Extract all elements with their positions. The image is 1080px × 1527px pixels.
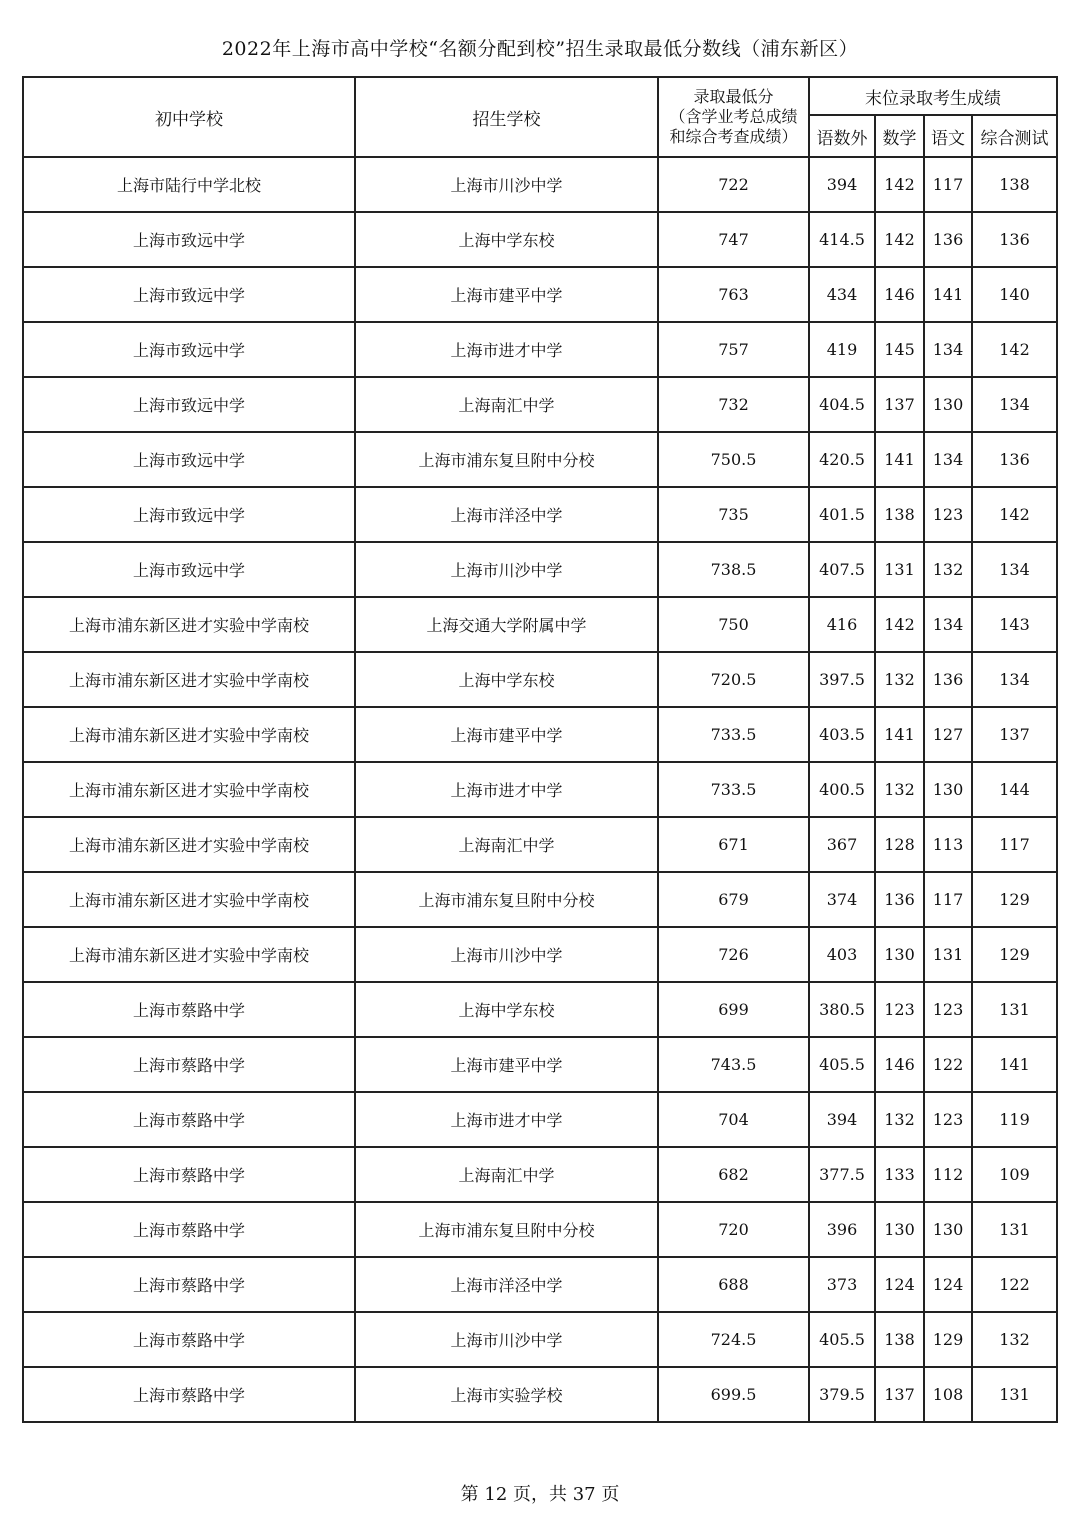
page-title: 2022年上海市高中学校“名额分配到校”招生录取最低分数线（浦东新区） [221, 38, 859, 60]
cell-junior-school: 上海市蔡路中学 [23, 1257, 355, 1312]
cell-comprehensive: 138 [972, 157, 1057, 212]
cell-yushuwai: 394 [809, 1092, 875, 1147]
cell-math: 132 [875, 652, 924, 707]
cell-chinese: 113 [924, 817, 972, 872]
header-enroll-school: 招生学校 [355, 77, 658, 157]
cell-junior-school: 上海市浦东新区进才实验中学南校 [23, 652, 355, 707]
cell-enroll-school: 上海市浦东复旦附中分校 [355, 1202, 658, 1257]
cell-min-score: 763 [658, 267, 809, 322]
table-row [23, 707, 1057, 762]
cell-comprehensive: 141 [972, 1037, 1057, 1092]
cell-enroll-school: 上海中学东校 [355, 982, 658, 1037]
cell-min-score: 738.5 [658, 542, 809, 597]
cell-min-score: 726 [658, 927, 809, 982]
cell-math: 128 [875, 817, 924, 872]
cell-yushuwai: 367 [809, 817, 875, 872]
header-min-score-line1: 录取最低分 [693, 87, 774, 106]
cell-chinese: 134 [924, 322, 972, 377]
table-row [23, 1147, 1057, 1202]
cell-enroll-school: 上海中学东校 [355, 652, 658, 707]
header-math: 数学 [875, 115, 924, 157]
cell-math: 142 [875, 157, 924, 212]
cell-yushuwai: 396 [809, 1202, 875, 1257]
cell-enroll-school: 上海交通大学附属中学 [355, 597, 658, 652]
cell-min-score: 704 [658, 1092, 809, 1147]
table-row [23, 1092, 1057, 1147]
cell-math: 146 [875, 1037, 924, 1092]
cell-comprehensive: 134 [972, 377, 1057, 432]
cell-yushuwai: 404.5 [809, 377, 875, 432]
cell-comprehensive: 134 [972, 542, 1057, 597]
cell-yushuwai: 400.5 [809, 762, 875, 817]
cell-junior-school: 上海市浦东新区进才实验中学南校 [23, 597, 355, 652]
cell-math: 137 [875, 377, 924, 432]
cell-comprehensive: 136 [972, 432, 1057, 487]
table-row [23, 982, 1057, 1037]
cell-min-score: 757 [658, 322, 809, 377]
cell-chinese: 136 [924, 652, 972, 707]
cell-math: 124 [875, 1257, 924, 1312]
cell-comprehensive: 117 [972, 817, 1057, 872]
cell-chinese: 123 [924, 487, 972, 542]
cell-yushuwai: 405.5 [809, 1312, 875, 1367]
table-header [23, 77, 1057, 157]
cell-comprehensive: 131 [972, 982, 1057, 1037]
cell-yushuwai: 380.5 [809, 982, 875, 1037]
cell-comprehensive: 122 [972, 1257, 1057, 1312]
cell-junior-school: 上海市蔡路中学 [23, 1147, 355, 1202]
cell-math: 142 [875, 212, 924, 267]
cell-yushuwai: 416 [809, 597, 875, 652]
cell-junior-school: 上海市致远中学 [23, 377, 355, 432]
cell-comprehensive: 119 [972, 1092, 1057, 1147]
table-row [23, 652, 1057, 707]
cell-min-score: 733.5 [658, 707, 809, 762]
cell-chinese: 136 [924, 212, 972, 267]
cell-chinese: 127 [924, 707, 972, 762]
cell-comprehensive: 134 [972, 652, 1057, 707]
header-min-score-line2: （含学业考总成绩 [669, 107, 798, 126]
cell-junior-school: 上海市蔡路中学 [23, 1092, 355, 1147]
cell-comprehensive: 131 [972, 1202, 1057, 1257]
cell-math: 145 [875, 322, 924, 377]
cell-math: 137 [875, 1367, 924, 1422]
cell-math: 123 [875, 982, 924, 1037]
page-footer: 第 12 页，共 37 页 [460, 1484, 620, 1505]
cell-min-score: 722 [658, 157, 809, 212]
cell-min-score: 699 [658, 982, 809, 1037]
cell-chinese: 123 [924, 1092, 972, 1147]
cell-chinese: 130 [924, 762, 972, 817]
cell-math: 130 [875, 927, 924, 982]
cell-junior-school: 上海市浦东新区进才实验中学南校 [23, 927, 355, 982]
cell-yushuwai: 407.5 [809, 542, 875, 597]
cell-math: 141 [875, 432, 924, 487]
cell-chinese: 117 [924, 157, 972, 212]
cell-min-score: 688 [658, 1257, 809, 1312]
header-junior-school: 初中学校 [23, 77, 355, 157]
cell-enroll-school: 上海市川沙中学 [355, 542, 658, 597]
cell-comprehensive: 142 [972, 322, 1057, 377]
cell-enroll-school: 上海市川沙中学 [355, 157, 658, 212]
cell-min-score: 671 [658, 817, 809, 872]
cell-chinese: 129 [924, 1312, 972, 1367]
cell-junior-school: 上海市浦东新区进才实验中学南校 [23, 872, 355, 927]
cell-comprehensive: 142 [972, 487, 1057, 542]
cell-math: 133 [875, 1147, 924, 1202]
cell-min-score: 732 [658, 377, 809, 432]
score-table [22, 76, 1058, 1423]
cell-junior-school: 上海市蔡路中学 [23, 1037, 355, 1092]
cell-enroll-school: 上海市进才中学 [355, 322, 658, 377]
cell-yushuwai: 394 [809, 157, 875, 212]
cell-enroll-school: 上海南汇中学 [355, 1147, 658, 1202]
cell-yushuwai: 419 [809, 322, 875, 377]
cell-yushuwai: 373 [809, 1257, 875, 1312]
cell-junior-school: 上海市致远中学 [23, 212, 355, 267]
table-body [23, 157, 1057, 1422]
table-row [23, 157, 1057, 212]
table-row [23, 487, 1057, 542]
cell-comprehensive: 132 [972, 1312, 1057, 1367]
cell-enroll-school: 上海市建平中学 [355, 1037, 658, 1092]
cell-enroll-school: 上海市洋泾中学 [355, 487, 658, 542]
cell-enroll-school: 上海市建平中学 [355, 707, 658, 762]
header-chinese: 语文 [924, 115, 972, 157]
cell-enroll-school: 上海中学东校 [355, 212, 658, 267]
cell-min-score: 733.5 [658, 762, 809, 817]
cell-chinese: 134 [924, 597, 972, 652]
cell-math: 142 [875, 597, 924, 652]
cell-comprehensive: 143 [972, 597, 1057, 652]
cell-min-score: 750 [658, 597, 809, 652]
cell-math: 131 [875, 542, 924, 597]
cell-chinese: 130 [924, 377, 972, 432]
cell-math: 130 [875, 1202, 924, 1257]
cell-min-score: 735 [658, 487, 809, 542]
cell-chinese: 134 [924, 432, 972, 487]
cell-junior-school: 上海市蔡路中学 [23, 1202, 355, 1257]
cell-math: 132 [875, 762, 924, 817]
cell-enroll-school: 上海南汇中学 [355, 817, 658, 872]
cell-enroll-school: 上海南汇中学 [355, 377, 658, 432]
table-row [23, 927, 1057, 982]
cell-enroll-school: 上海市进才中学 [355, 1092, 658, 1147]
cell-chinese: 108 [924, 1367, 972, 1422]
header-min-score-line3: 和综合考查成绩） [669, 127, 798, 146]
cell-enroll-school: 上海市洋泾中学 [355, 1257, 658, 1312]
cell-yushuwai: 401.5 [809, 487, 875, 542]
cell-comprehensive: 129 [972, 872, 1057, 927]
cell-math: 146 [875, 267, 924, 322]
cell-yushuwai: 414.5 [809, 212, 875, 267]
cell-junior-school: 上海市蔡路中学 [23, 1312, 355, 1367]
cell-junior-school: 上海市浦东新区进才实验中学南校 [23, 762, 355, 817]
cell-yushuwai: 420.5 [809, 432, 875, 487]
table-row [23, 432, 1057, 487]
table-row [23, 1257, 1057, 1312]
cell-min-score: 682 [658, 1147, 809, 1202]
cell-comprehensive: 136 [972, 212, 1057, 267]
cell-enroll-school: 上海市进才中学 [355, 762, 658, 817]
cell-enroll-school: 上海市建平中学 [355, 267, 658, 322]
cell-junior-school: 上海市致远中学 [23, 267, 355, 322]
cell-comprehensive: 129 [972, 927, 1057, 982]
cell-min-score: 720.5 [658, 652, 809, 707]
cell-enroll-school: 上海市川沙中学 [355, 1312, 658, 1367]
cell-yushuwai: 379.5 [809, 1367, 875, 1422]
table-row [23, 1037, 1057, 1092]
cell-enroll-school: 上海市浦东复旦附中分校 [355, 432, 658, 487]
header-last-admitted: 末位录取考生成绩 [809, 77, 1057, 115]
table-row [23, 1367, 1057, 1422]
cell-yushuwai: 397.5 [809, 652, 875, 707]
cell-enroll-school: 上海市实验学校 [355, 1367, 658, 1422]
cell-yushuwai: 405.5 [809, 1037, 875, 1092]
cell-yushuwai: 374 [809, 872, 875, 927]
cell-junior-school: 上海市致远中学 [23, 542, 355, 597]
table-row [23, 872, 1057, 927]
cell-comprehensive: 131 [972, 1367, 1057, 1422]
cell-min-score: 724.5 [658, 1312, 809, 1367]
cell-math: 132 [875, 1092, 924, 1147]
cell-junior-school: 上海市致远中学 [23, 432, 355, 487]
table-row [23, 322, 1057, 377]
cell-enroll-school: 上海市川沙中学 [355, 927, 658, 982]
cell-min-score: 679 [658, 872, 809, 927]
table-row [23, 762, 1057, 817]
cell-math: 136 [875, 872, 924, 927]
cell-math: 141 [875, 707, 924, 762]
cell-junior-school: 上海市致远中学 [23, 322, 355, 377]
table-row [23, 377, 1057, 432]
cell-chinese: 131 [924, 927, 972, 982]
cell-comprehensive: 137 [972, 707, 1057, 762]
cell-chinese: 122 [924, 1037, 972, 1092]
cell-chinese: 124 [924, 1257, 972, 1312]
cell-chinese: 123 [924, 982, 972, 1037]
cell-chinese: 117 [924, 872, 972, 927]
cell-junior-school: 上海市致远中学 [23, 487, 355, 542]
table-row [23, 597, 1057, 652]
cell-junior-school: 上海市陆行中学北校 [23, 157, 355, 212]
cell-min-score: 743.5 [658, 1037, 809, 1092]
table-row [23, 212, 1057, 267]
table-row [23, 1202, 1057, 1257]
cell-yushuwai: 403 [809, 927, 875, 982]
cell-enroll-school: 上海市浦东复旦附中分校 [355, 872, 658, 927]
cell-min-score: 699.5 [658, 1367, 809, 1422]
table-row [23, 267, 1057, 322]
cell-yushuwai: 403.5 [809, 707, 875, 762]
cell-min-score: 720 [658, 1202, 809, 1257]
cell-chinese: 132 [924, 542, 972, 597]
cell-junior-school: 上海市浦东新区进才实验中学南校 [23, 707, 355, 762]
header-comprehensive: 综合测试 [972, 115, 1057, 157]
cell-comprehensive: 140 [972, 267, 1057, 322]
cell-math: 138 [875, 1312, 924, 1367]
cell-junior-school: 上海市蔡路中学 [23, 982, 355, 1037]
table-row [23, 1312, 1057, 1367]
table-row [23, 542, 1057, 597]
cell-min-score: 747 [658, 212, 809, 267]
cell-comprehensive: 109 [972, 1147, 1057, 1202]
cell-yushuwai: 434 [809, 267, 875, 322]
cell-chinese: 141 [924, 267, 972, 322]
cell-yushuwai: 377.5 [809, 1147, 875, 1202]
cell-junior-school: 上海市蔡路中学 [23, 1367, 355, 1422]
cell-min-score: 750.5 [658, 432, 809, 487]
cell-math: 138 [875, 487, 924, 542]
cell-junior-school: 上海市浦东新区进才实验中学南校 [23, 817, 355, 872]
cell-chinese: 130 [924, 1202, 972, 1257]
header-yushuwai: 语数外 [809, 115, 875, 157]
table-row [23, 817, 1057, 872]
cell-comprehensive: 144 [972, 762, 1057, 817]
header-min-score [658, 77, 809, 157]
cell-chinese: 112 [924, 1147, 972, 1202]
